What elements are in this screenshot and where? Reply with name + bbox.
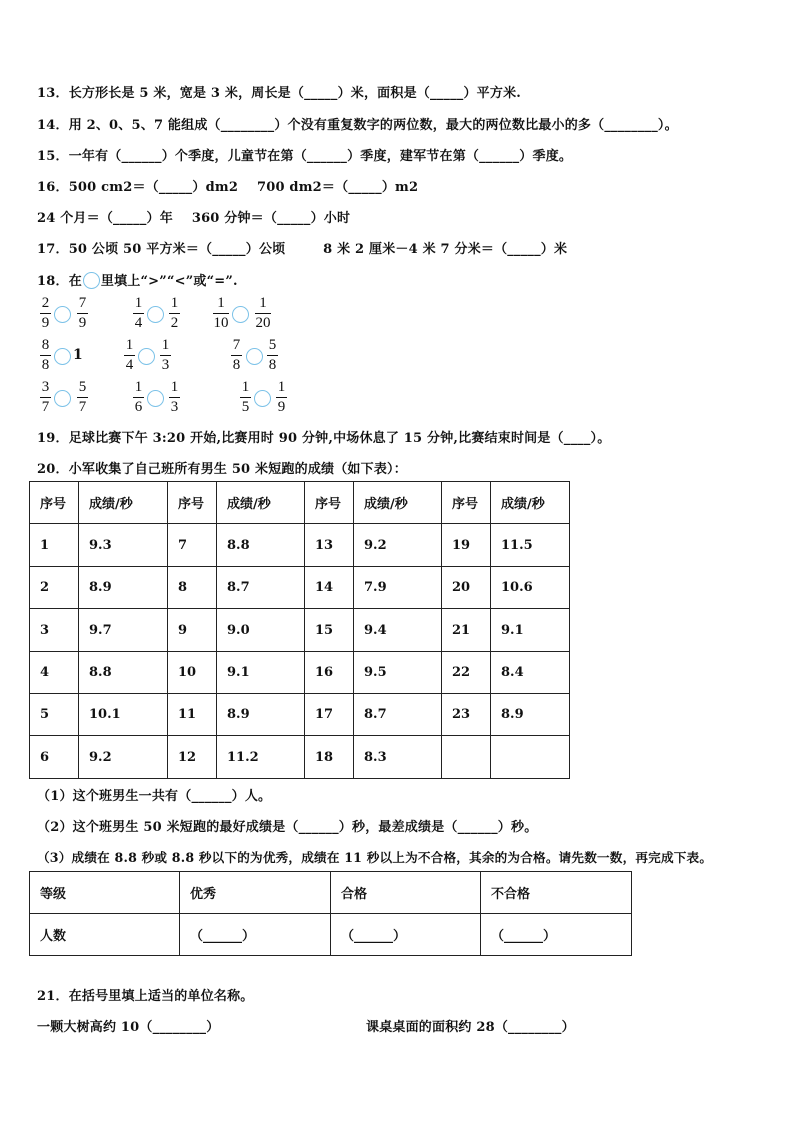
table-cell: 14 bbox=[305, 567, 354, 609]
table-header-row bbox=[30, 872, 632, 914]
header-cell: 成绩/秒 bbox=[217, 482, 305, 524]
header-cell: 成绩/秒 bbox=[79, 482, 168, 524]
table-cell: 4 bbox=[30, 652, 79, 694]
table-row bbox=[30, 652, 570, 694]
compare-circle-input[interactable] bbox=[54, 390, 71, 407]
table-cell: 人数 bbox=[30, 914, 180, 956]
question-16b: 24 个月＝（_____）年 360 分钟＝（_____）小时 bbox=[37, 211, 351, 226]
answer-blank[interactable]: （______） bbox=[331, 914, 481, 956]
table-cell: 9.2 bbox=[79, 736, 168, 779]
fraction: 7 9 bbox=[78, 295, 87, 331]
table-cell: 15 bbox=[305, 609, 354, 652]
fraction: 1 10 bbox=[213, 295, 229, 331]
fraction: 1 20 bbox=[255, 295, 271, 331]
table-row bbox=[30, 914, 632, 956]
answer-circle-icon bbox=[83, 272, 100, 289]
table-cell: 9.1 bbox=[217, 652, 305, 694]
header-cell: 成绩/秒 bbox=[354, 482, 442, 524]
table-cell: 9.4 bbox=[354, 609, 442, 652]
table-row bbox=[30, 736, 570, 779]
table-cell: 10 bbox=[168, 652, 217, 694]
answer-blank[interactable]: （______） bbox=[481, 914, 632, 956]
table-header-row bbox=[30, 482, 570, 524]
header-cell: 合格 bbox=[331, 872, 481, 914]
table-cell: 8.8 bbox=[217, 524, 305, 567]
score-table bbox=[29, 481, 570, 779]
table-cell: 8.9 bbox=[217, 694, 305, 736]
table-cell: 9.2 bbox=[354, 524, 442, 567]
table-cell: 8.9 bbox=[491, 694, 570, 736]
fraction: 3 7 bbox=[41, 379, 50, 415]
table-cell: 11.5 bbox=[491, 524, 570, 567]
compare-circle-input[interactable] bbox=[54, 306, 71, 323]
header-cell: 成绩/秒 bbox=[491, 482, 570, 524]
table-cell: 7 bbox=[168, 524, 217, 567]
question-18 bbox=[37, 270, 238, 289]
table-row bbox=[30, 524, 570, 567]
question-20: 20．小军收集了自己班所有男生 50 米短跑的成绩（如下表）： bbox=[37, 462, 407, 477]
table-cell bbox=[491, 736, 570, 779]
table-cell bbox=[442, 736, 491, 779]
table-row bbox=[30, 694, 570, 736]
fraction: 5 8 bbox=[268, 337, 277, 373]
table-cell: 23 bbox=[442, 694, 491, 736]
compare-circle-input[interactable] bbox=[147, 390, 164, 407]
table-cell: 2 bbox=[30, 567, 79, 609]
table-cell: 10.1 bbox=[79, 694, 168, 736]
fraction: 1 5 bbox=[241, 379, 250, 415]
table-cell: 8 bbox=[168, 567, 217, 609]
header-cell: 序号 bbox=[168, 482, 217, 524]
table-cell: 13 bbox=[305, 524, 354, 567]
compare-circle-input[interactable] bbox=[232, 306, 249, 323]
table-cell: 22 bbox=[442, 652, 491, 694]
table-cell: 8.7 bbox=[354, 694, 442, 736]
table-cell: 9.1 bbox=[491, 609, 570, 652]
table-cell: 10.6 bbox=[491, 567, 570, 609]
table-cell: 11.2 bbox=[217, 736, 305, 779]
question-17: 17．50 公顷 50 平方米＝（_____）公顷 8 米 2 厘米－4 米 7 分米＝（_____）米 bbox=[37, 242, 568, 257]
table-cell: 1 bbox=[30, 524, 79, 567]
question-13: 13．长方形长是 5 米，宽是 3 米，周长是（_____）米，面积是（_____）平方米. bbox=[37, 86, 522, 101]
number-one: 1 bbox=[73, 347, 83, 363]
fraction: 1 4 bbox=[134, 295, 143, 331]
table-cell: 9.3 bbox=[79, 524, 168, 567]
header-cell: 不合格 bbox=[481, 872, 632, 914]
grade-table bbox=[29, 871, 632, 956]
answer-blank[interactable]: （______） bbox=[180, 914, 331, 956]
fraction: 1 2 bbox=[170, 295, 179, 331]
table-cell: 7.9 bbox=[354, 567, 442, 609]
fraction: 1 6 bbox=[134, 379, 143, 415]
table-cell: 9.7 bbox=[79, 609, 168, 652]
table-cell: 19 bbox=[442, 524, 491, 567]
table-cell: 16 bbox=[305, 652, 354, 694]
table-cell: 8.9 bbox=[79, 567, 168, 609]
compare-circle-input[interactable] bbox=[254, 390, 271, 407]
question-20-2: （2）这个班男生 50 米短跑的最好成绩是（______）秒，最差成绩是（______）秒。 bbox=[37, 820, 538, 835]
question-21-b: 课桌桌面的面积约 28（________） bbox=[366, 1020, 575, 1035]
table-cell: 9 bbox=[168, 609, 217, 652]
header-cell: 序号 bbox=[442, 482, 491, 524]
fraction: 1 3 bbox=[161, 337, 170, 373]
question-15: 15．一年有（______）个季度，儿童节在第（______）季度，建军节在第（______）季度。 bbox=[37, 149, 573, 164]
table-cell: 20 bbox=[442, 567, 491, 609]
fraction: 1 3 bbox=[170, 379, 179, 415]
q18-prefix: 18．在 bbox=[37, 274, 82, 289]
fraction: 1 9 bbox=[277, 379, 286, 415]
header-cell: 优秀 bbox=[180, 872, 331, 914]
compare-circle-input[interactable] bbox=[246, 348, 263, 365]
question-21: 21．在括号里填上适当的单位名称。 bbox=[37, 989, 254, 1004]
table-cell: 17 bbox=[305, 694, 354, 736]
compare-circle-input[interactable] bbox=[138, 348, 155, 365]
fraction: 1 4 bbox=[125, 337, 134, 373]
header-cell: 序号 bbox=[305, 482, 354, 524]
table-cell: 21 bbox=[442, 609, 491, 652]
fraction: 2 9 bbox=[41, 295, 50, 331]
table-cell: 18 bbox=[305, 736, 354, 779]
table-cell: 9.0 bbox=[217, 609, 305, 652]
question-16a: 16．500 cm2＝（_____）dm2 700 dm2＝（_____）m2 bbox=[37, 180, 419, 195]
table-cell: 12 bbox=[168, 736, 217, 779]
question-21-a: 一颗大树高约 10（________） bbox=[37, 1020, 220, 1035]
header-cell: 等级 bbox=[30, 872, 180, 914]
header-cell: 序号 bbox=[30, 482, 79, 524]
table-cell: 8.8 bbox=[79, 652, 168, 694]
q18-suffix: 里填上“>”“<”或“=”. bbox=[100, 274, 238, 289]
fraction: 5 7 bbox=[78, 379, 87, 415]
table-cell: 8.3 bbox=[354, 736, 442, 779]
fraction: 7 8 bbox=[232, 337, 241, 373]
table-cell: 6 bbox=[30, 736, 79, 779]
table-cell: 3 bbox=[30, 609, 79, 652]
question-14: 14．用 2、0、5、7 能组成（________）个没有重复数字的两位数，最大的两位数比最小的多（________）。 bbox=[37, 118, 678, 133]
compare-circle-input[interactable] bbox=[147, 306, 164, 323]
table-cell: 11 bbox=[168, 694, 217, 736]
table-cell: 8.4 bbox=[491, 652, 570, 694]
table-row bbox=[30, 567, 570, 609]
table-cell: 8.7 bbox=[217, 567, 305, 609]
question-20-3: （3）成绩在 8.8 秒或 8.8 秒以下的为优秀，成绩在 11 秒以上为不合格，其余的为合格。请先数一数，再完成下表。 bbox=[37, 850, 713, 865]
table-cell: 9.5 bbox=[354, 652, 442, 694]
fraction: 8 8 bbox=[41, 337, 50, 373]
question-19: 19．足球比赛下午 3:20 开始,比赛用时 90 分钟,中场休息了 15 分钟,比赛结束时间是（____）。 bbox=[37, 431, 611, 446]
question-20-1: （1）这个班男生一共有（______）人。 bbox=[37, 789, 272, 804]
compare-circle-input[interactable] bbox=[54, 348, 71, 365]
table-cell: 5 bbox=[30, 694, 79, 736]
table-row bbox=[30, 609, 570, 652]
